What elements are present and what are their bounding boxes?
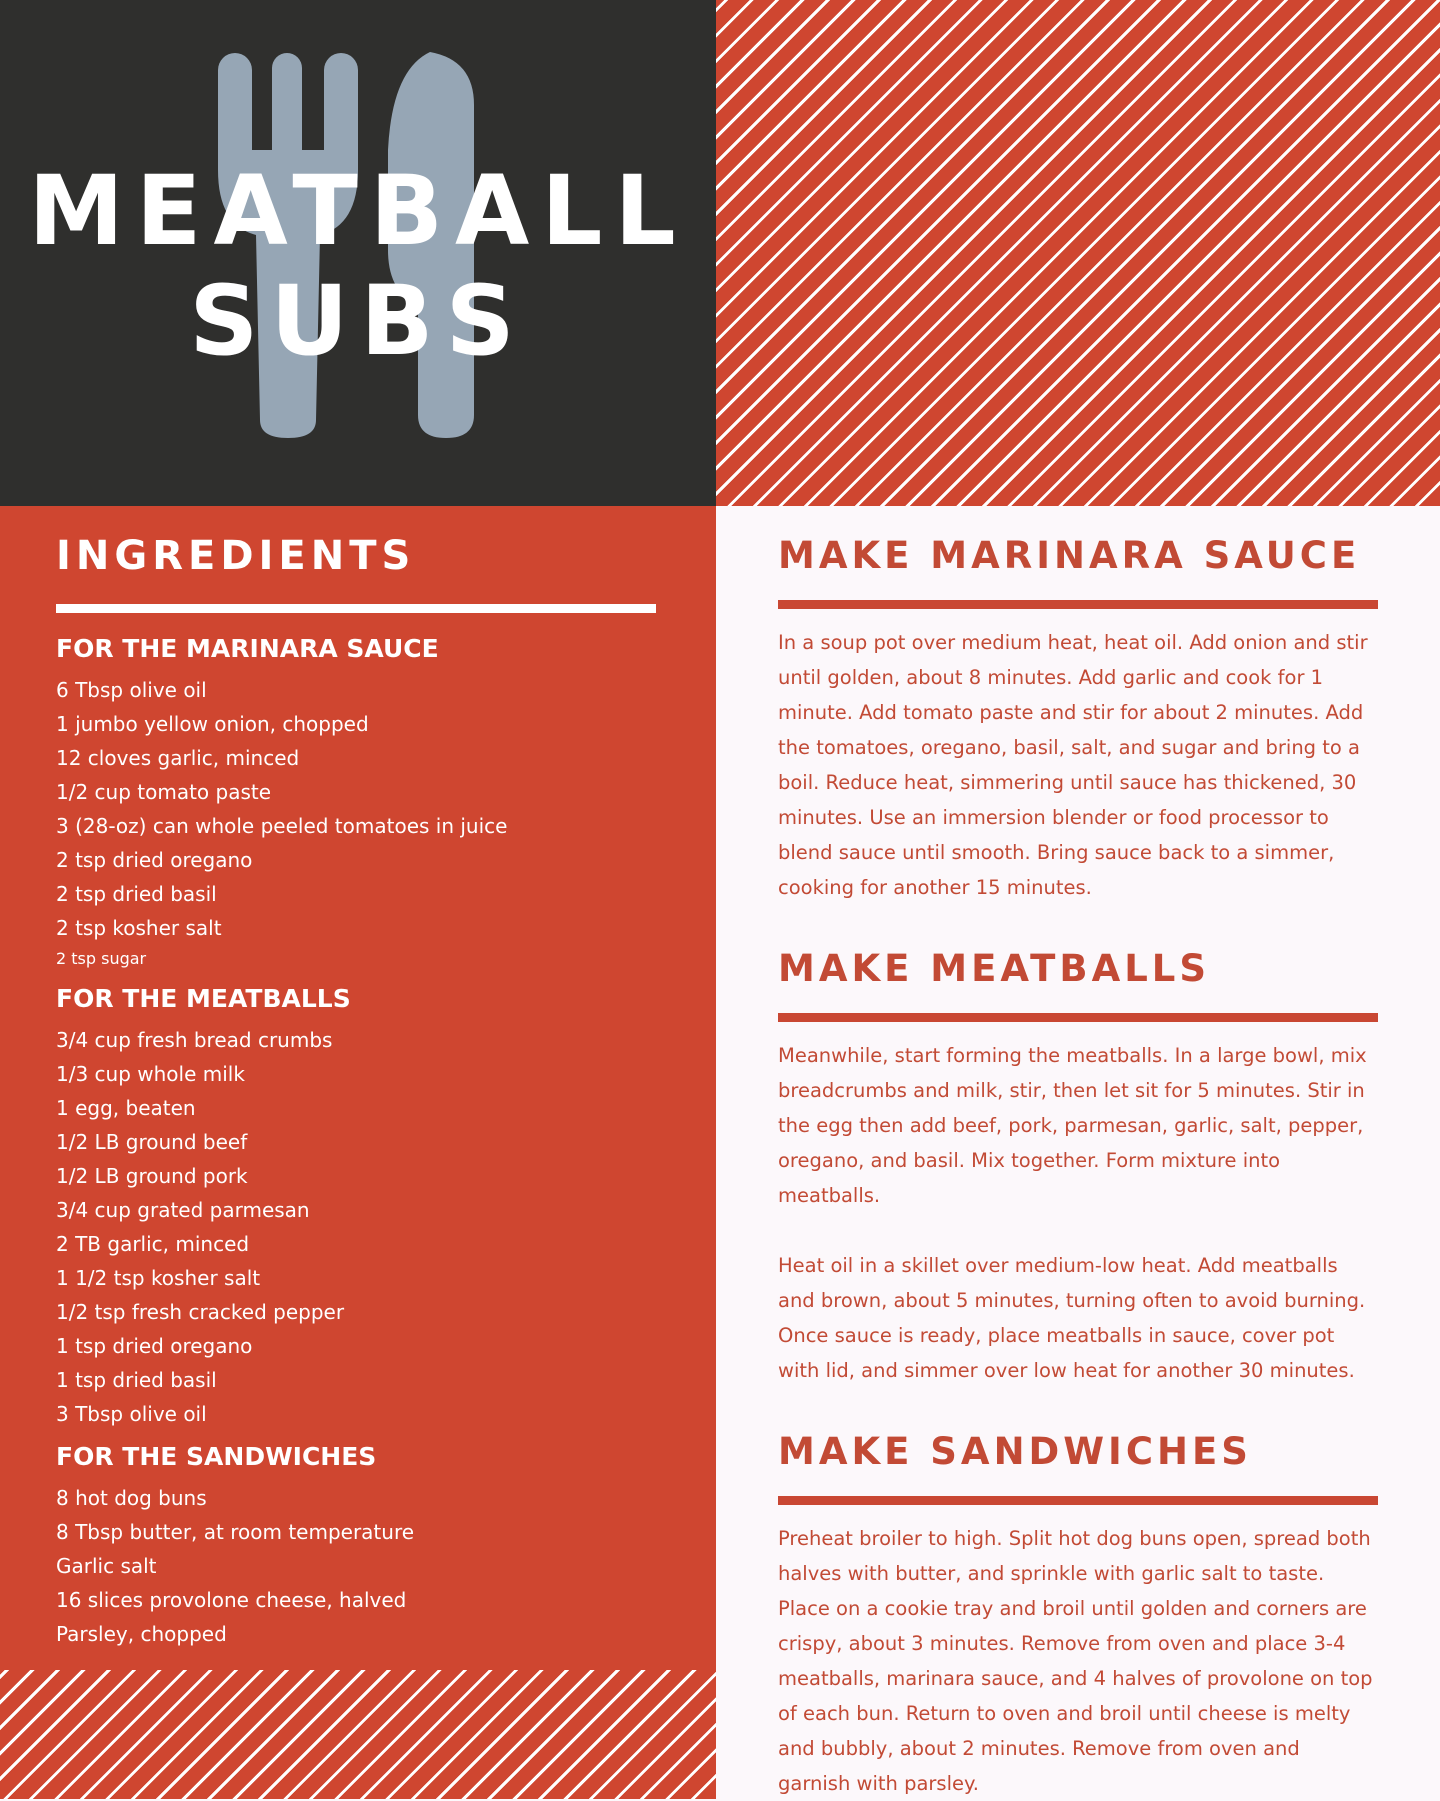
list-item: Garlic salt — [56, 1554, 157, 1578]
sandwiches-ingredient-list — [56, 1481, 656, 1651]
list-item: 8 Tbsp butter, at room temperature — [56, 1520, 415, 1544]
ingredients-panel — [0, 506, 716, 1799]
list-item: 3 (28-oz) can whole peeled tomatoes in juice — [56, 814, 508, 838]
striped-decoration-bottom — [0, 1670, 716, 1799]
list-item: 1/2 LB ground beef — [56, 1130, 248, 1154]
list-item: 1/2 cup tomato paste — [56, 780, 272, 804]
step-divider — [778, 600, 1378, 609]
marinara-ingredient-list — [56, 673, 656, 973]
list-item: 1/3 cup whole milk — [56, 1062, 245, 1086]
instructions-panel — [778, 506, 1378, 1801]
list-item: 3/4 cup fresh bread crumbs — [56, 1028, 333, 1052]
list-item: 1 1/2 tsp kosher salt — [56, 1266, 261, 1290]
hero-banner — [0, 0, 716, 506]
list-item: 2 tsp dried oregano — [56, 848, 253, 872]
list-item: 1 tsp dried basil — [56, 1368, 217, 1392]
meatballs-ingredient-list — [56, 1023, 656, 1431]
ingredients-title: INGREDIENTS — [56, 533, 416, 579]
section-title-sandwiches: FOR THE SANDWICHES — [56, 1442, 377, 1471]
list-item: 2 TB garlic, minced — [56, 1232, 250, 1256]
list-item: Parsley, chopped — [56, 1622, 227, 1646]
step-paragraph: Meanwhile, start forming the meatballs. In a large bowl, mix breadcrumbs and milk, stir, then let sit for 5 minutes. Stir in the egg then add beef, pork, parmesan, garlic, salt, pepper, oregano, and basil. Mix together. Form mixture into meatballs. — [778, 1044, 1367, 1207]
title-line-1: MEATBALL — [28, 155, 688, 267]
list-item: 2 tsp kosher salt — [56, 916, 222, 940]
step-paragraph: Heat oil in a skillet over medium-low heat. Add meatballs and brown, about 5 minutes, turning often to avoid burning. Once sauce is ready, place meatballs in sauce, cover pot with lid, and simmer over low heat for another 30 minutes. — [778, 1254, 1366, 1382]
list-item: 1 jumbo yellow onion, chopped — [56, 712, 369, 736]
list-item: 3/4 cup grated parmesan — [56, 1198, 310, 1222]
striped-decoration-top — [716, 0, 1440, 506]
section-title-meatballs: FOR THE MEATBALLS — [56, 984, 351, 1013]
ingredients-divider — [56, 604, 656, 613]
list-item: 12 cloves garlic, minced — [56, 746, 300, 770]
step-title-marinara: MAKE MARINARA SAUCE — [778, 534, 1361, 577]
list-item: 1 egg, beaten — [56, 1096, 196, 1120]
section-title-marinara: FOR THE MARINARA SAUCE — [56, 634, 439, 663]
step-paragraph: In a soup pot over medium heat, heat oil. Add onion and stir until golden, about 8 minutes. Add garlic and cook for 1 minute. Add tomato paste and stir for about 2 minutes. Add the tomatoes, oregano, basil, salt, and sugar and bring to a boil. Reduce heat, simmering until sauce has thickened, 30 minutes. Use an immersion blender or food processor to blend sauce until smooth. Bring sauce back to a simmer, cooking for another 15 minutes. — [778, 631, 1368, 899]
list-item: 16 slices provolone cheese, halved — [56, 1588, 407, 1612]
list-item: 1/2 tsp fresh cracked pepper — [56, 1300, 345, 1324]
list-item: 2 tsp sugar — [56, 949, 147, 968]
list-item: 1/2 LB ground pork — [56, 1164, 248, 1188]
list-item: 6 Tbsp olive oil — [56, 678, 207, 702]
title-line-2: SUBS — [189, 265, 527, 377]
step-title-meatballs: MAKE MEATBALLS — [778, 947, 1211, 990]
step-divider — [778, 1496, 1378, 1505]
list-item: 8 hot dog buns — [56, 1486, 207, 1510]
step-paragraph: Preheat broiler to high. Split hot dog buns open, spread both halves with butter, and sprinkle with garlic salt to taste. Place on a cookie tray and broil until golden and corners are crispy, about 3 minutes. Remove from oven and place 3-4 meatballs, marinara sauce, and 4 halves of provolone on top of each bun. Return to oven and broil until cheese is melty and bubbly, about 2 minutes. Remove from oven and garnish with parsley. — [778, 1527, 1373, 1795]
list-item: 1 tsp dried oregano — [56, 1334, 253, 1358]
list-item: 3 Tbsp olive oil — [56, 1402, 207, 1426]
step-divider — [778, 1013, 1378, 1022]
step-title-sandwiches: MAKE SANDWICHES — [778, 1430, 1252, 1473]
list-item: 2 tsp dried basil — [56, 882, 217, 906]
